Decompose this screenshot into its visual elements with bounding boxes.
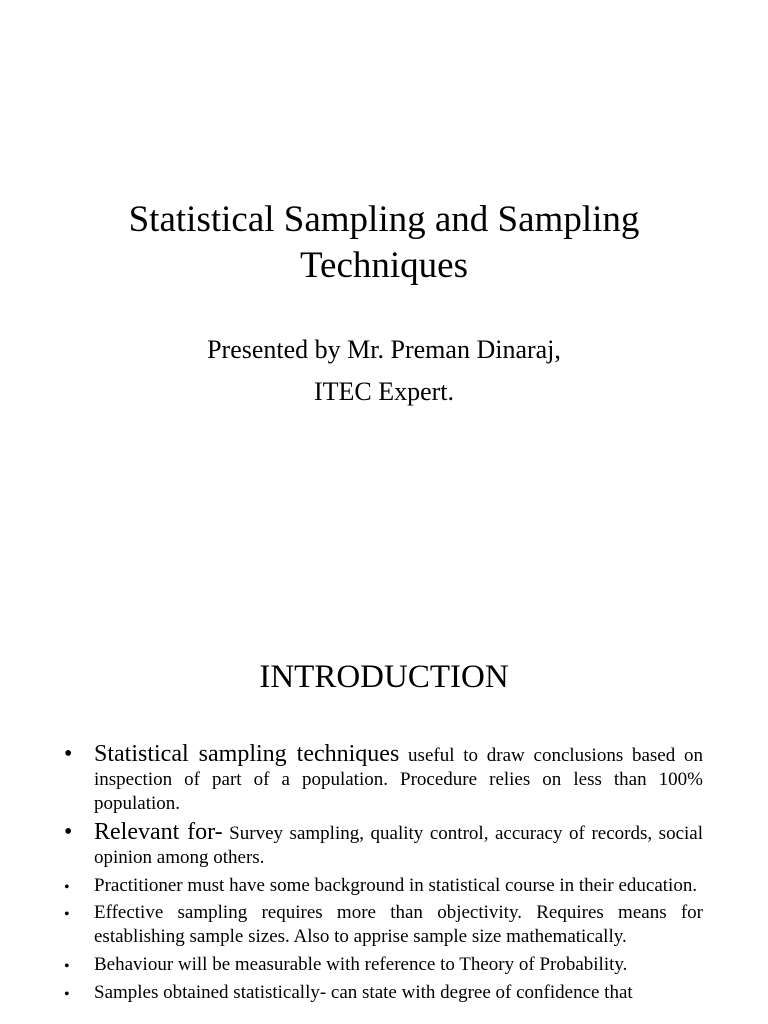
- slide-title-line-2: Techniques: [300, 245, 468, 286]
- slide-title: [0, 197, 768, 289]
- bullet-text: useful to draw conclusions based on inspection of part of a population. Procedure relies on less than 100% population.: [94, 745, 703, 814]
- bullet-icon: •: [64, 879, 70, 896]
- bullet-icon: •: [64, 906, 70, 923]
- list-item: [60, 901, 703, 949]
- bullet-text: Survey sampling, quality control, accuracy of records, social opinion among others.: [94, 823, 703, 868]
- bullet-text: Effective sampling requires more than objectivity. Requires means for establishing sample sizes. Also to apprise sample size mathematically.: [94, 902, 703, 947]
- list-item: [60, 820, 703, 870]
- list-item: [60, 874, 703, 898]
- bullet-text: Practitioner must have some background in statistical course in their education.: [94, 875, 698, 896]
- bullet-icon: •: [64, 741, 73, 767]
- list-item: [60, 981, 703, 1005]
- bullet-lead: Statistical sampling techniques: [94, 741, 400, 767]
- bullet-text: Behaviour will be measurable with reference to Theory of Probability.: [94, 954, 628, 975]
- section-heading: INTRODUCTION: [259, 659, 509, 695]
- presenter-line: Presented by Mr. Preman Dinaraj,: [207, 335, 561, 364]
- bullet-text: Samples obtained statistically- can state with degree of confidence that: [94, 982, 633, 1003]
- bullet-lead: Relevant for-: [94, 819, 223, 845]
- bullet-icon: •: [64, 986, 70, 1003]
- bullet-list: [60, 742, 703, 1005]
- bullet-icon: •: [64, 958, 70, 975]
- list-item: [60, 953, 703, 977]
- presenter-role: ITEC Expert.: [313, 377, 455, 406]
- slide-title-line-1: Statistical Sampling and Sampling: [128, 199, 640, 240]
- bullet-icon: •: [64, 819, 73, 845]
- list-item: [60, 742, 703, 816]
